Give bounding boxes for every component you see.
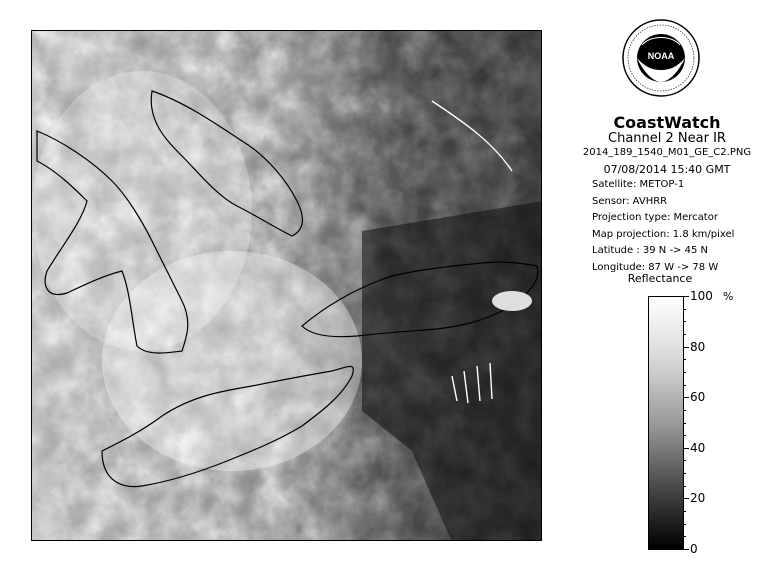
- cloud-mass-north: [32, 71, 252, 351]
- map-canvas: [32, 31, 542, 541]
- legend-minor-tick: [683, 334, 686, 335]
- noaa-logo: [620, 15, 702, 105]
- legend-major-tick: [683, 448, 689, 449]
- file-name: 2014_189_1540_M01_GE_C2.PNG: [582, 147, 752, 158]
- legend-minor-tick: [683, 536, 686, 537]
- legend-tick-label: 20: [690, 491, 706, 505]
- legend-minor-tick: [683, 473, 686, 474]
- legend-minor-tick: [683, 385, 686, 386]
- legend-major-tick: [683, 498, 689, 499]
- legend-tick-label: 0: [690, 542, 698, 556]
- legend-minor-tick: [683, 511, 686, 512]
- legend-tick-label: 100: [690, 289, 713, 303]
- logo-text: NOAA: [647, 51, 675, 61]
- legend-tick-label: 60: [690, 390, 706, 404]
- legend-unit: %: [723, 290, 734, 303]
- bright-spot: [492, 291, 532, 311]
- legend-minor-tick: [683, 410, 686, 411]
- legend-major-tick: [683, 549, 689, 550]
- longitude-info: Longitude: 87 W -> 78 W: [592, 262, 719, 273]
- legend-title: Reflectance: [627, 272, 693, 285]
- legend-minor-tick: [683, 372, 686, 373]
- legend-major-tick: [683, 347, 689, 348]
- app-title: CoastWatch: [613, 113, 721, 132]
- legend-minor-tick: [683, 423, 686, 424]
- legend-minor-tick: [683, 524, 686, 525]
- map-projection-info: Map projection: 1.8 km/pixel: [592, 229, 735, 240]
- legend-tick-label: 80: [690, 340, 706, 354]
- legend-major-tick: [683, 296, 689, 297]
- reflectance-colorbar: [648, 296, 684, 550]
- latitude-info: Latitude : 39 N -> 45 N: [592, 245, 708, 256]
- legend-major-tick: [683, 397, 689, 398]
- legend-minor-tick: [683, 309, 686, 310]
- legend-tick-label: 40: [690, 441, 706, 455]
- projection-type-info: Projection type: Mercator: [592, 212, 718, 223]
- satellite-info: Satellite: METOP-1: [592, 179, 685, 190]
- legend-minor-tick: [683, 486, 686, 487]
- date-time: 07/08/2014 15:40 GMT: [603, 163, 731, 176]
- legend-minor-tick: [683, 359, 686, 360]
- legend-minor-tick: [683, 435, 686, 436]
- channel-subtitle: Channel 2 Near IR: [608, 131, 726, 146]
- legend-minor-tick: [683, 321, 686, 322]
- satellite-map: [31, 30, 542, 541]
- legend-minor-tick: [683, 460, 686, 461]
- sensor-info: Sensor: AVHRR: [592, 196, 668, 207]
